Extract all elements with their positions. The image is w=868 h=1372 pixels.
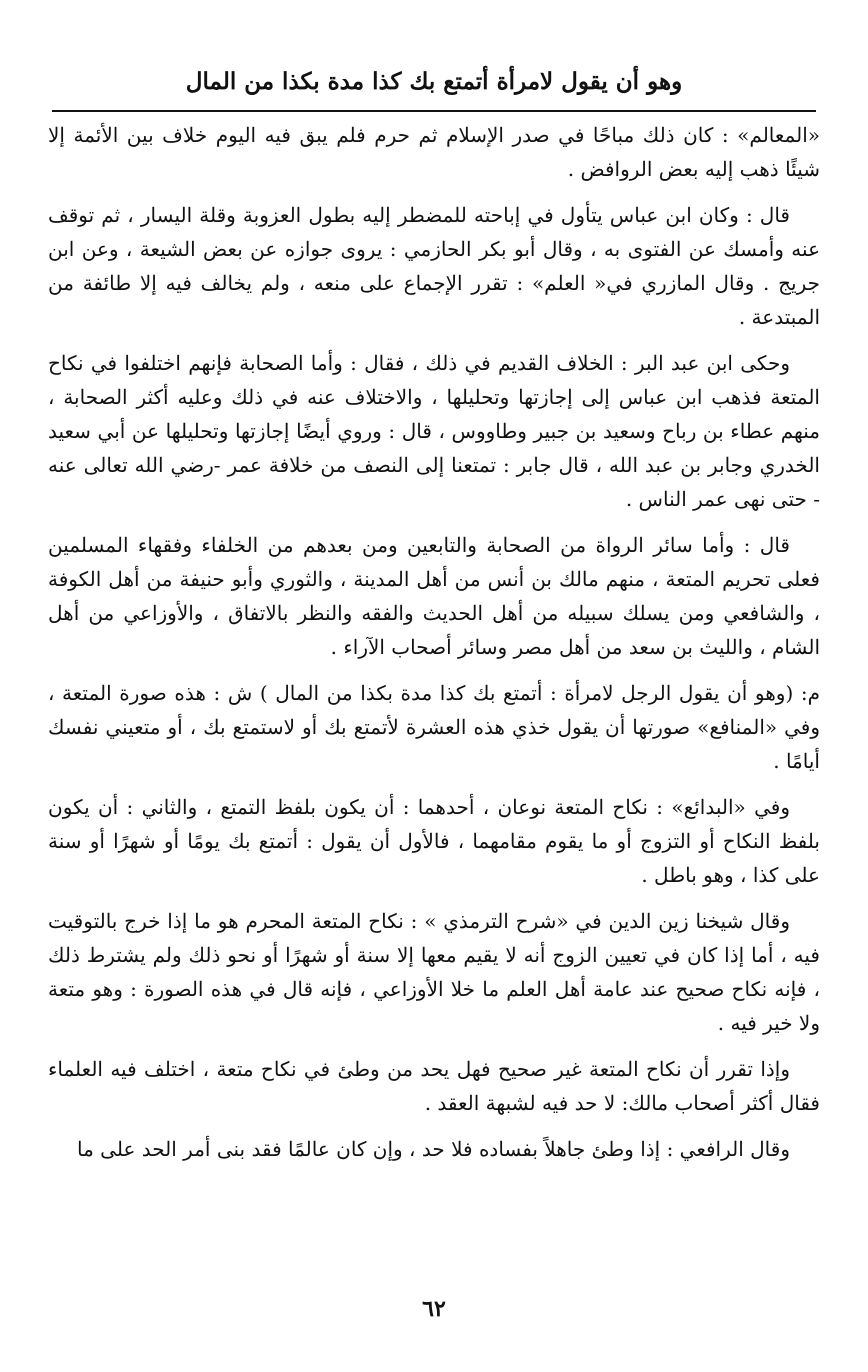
page-number: ٦٢ [422, 1296, 446, 1322]
paragraph: قال : وأما سائر الرواة من الصحابة والتابعين ومن بعدهم من الخلفاء وفقهاء المسلمين فعلى تحريم المتعة ، منهم مالك بن أنس من أهل المدينة ، والثوري وأبو حنيفة من أهل الكوفة ، والشافعي ومن يسلك سبيله من أهل الحديث والفقه والنظر بالاتفاق ، والأوزاعي من أهل الشام ، والليث بن سعد من أهل مصر وسائر أصحاب الآراء . [48, 533, 820, 659]
paragraph: وقال شيخنا زين الدين في «شرح الترمذي » : نكاح المتعة المحرم هو ما إذا خرج بالتوقيت فيه ، أما إذا كان في تعيين الزوج أنه لا يقيم معها إلا سنة أو شهرًا أو نحو ذلك ولم يشترط ذلك ، فإنه نكاح صحيح عند عامة أهل العلم ما خلا الأوزاعي ، فإنه قال في هذه الصورة : وهو متعة ولا خير فيه . [48, 909, 820, 1035]
paragraph: وفي «البدائع» : نكاح المتعة نوعان ، أحدهما : أن يكون بلفظ التمتع ، والثاني : أن يكون بلفظ النكاح أو التزوج أو ما يقوم مقامهما ، فالأول أن يقول : أتمتع بك يومًا أو شهرًا أو سنة على كذا ، وهو باطل . [48, 795, 820, 887]
body-text [48, 118, 820, 1166]
paragraph: قال : وكان ابن عباس يتأول في إباحته للمضطر إليه بطول العزوبة وقلة اليسار ، ثم توقف عنه وأمسك عن الفتوى به ، وقال أبو بكر الحازمي : يروى جوازه عن بعض الشيعة ، وعن ابن جريج . وقال المازري في« العلم» : تقرر الإجماع على منعه ، ولم يخالف فيه إلا طائفة من المبتدعة . [48, 203, 821, 329]
paragraph: وقال الرافعي : إذا وطئ جاهلاً بفساده فلا حد ، وإن كان عالمًا فقد بنى أمر الحد على ما [77, 1137, 790, 1161]
paragraph: م: (وهو أن يقول الرجل لامرأة : أتمتع بك كذا مدة بكذا من المال ) ش : هذه صورة المتعة ، وفي «المنافع» صورتها أن يقول خذي هذه العشرة لأتمتع بك أو لاستمتع بك ، أو متعيني نفسك أيامًا . [48, 681, 820, 773]
paragraph: «المعالم» : كان ذلك مباحًا في صدر الإسلام ثم حرم فلم يبق فيه اليوم خلاف بين الأئمة إلا شيئًا ذهب إليه بعض الروافض . [48, 123, 820, 181]
running-header: وهو أن يقول لامرأة أتمتع بك كذا مدة بكذا من المال [185, 68, 683, 95]
paragraph: وإذا تقرر أن نكاح المتعة غير صحيح فهل يحد من وطئ في نكاح متعة ، اختلف فيه العلماء فقال أكثر أصحاب مالك: لا حد فيه لشبهة العقد . [48, 1057, 820, 1115]
header-divider [52, 110, 816, 112]
paragraph: وحكى ابن عبد البر : الخلاف القديم في ذلك ، فقال : وأما الصحابة فإنهم اختلفوا في نكاح المتعة فذهب ابن عباس إلى إجازتها وتحليلها ، والاختلاف عنه في ذلك وعليه أكثر الصحابة ، منهم عطاء بن رباح وسعيد بن جبير وطاووس ، قال : وروي أيضًا إجازتها وتحليلها عن أبي سعيد الخدري وجابر بن عبد الله ، قال جابر : تمتعنا إلى النصف من خلافة عمر -رضي الله تعالى عنه - حتى نهى عمر الناس . [48, 351, 820, 511]
